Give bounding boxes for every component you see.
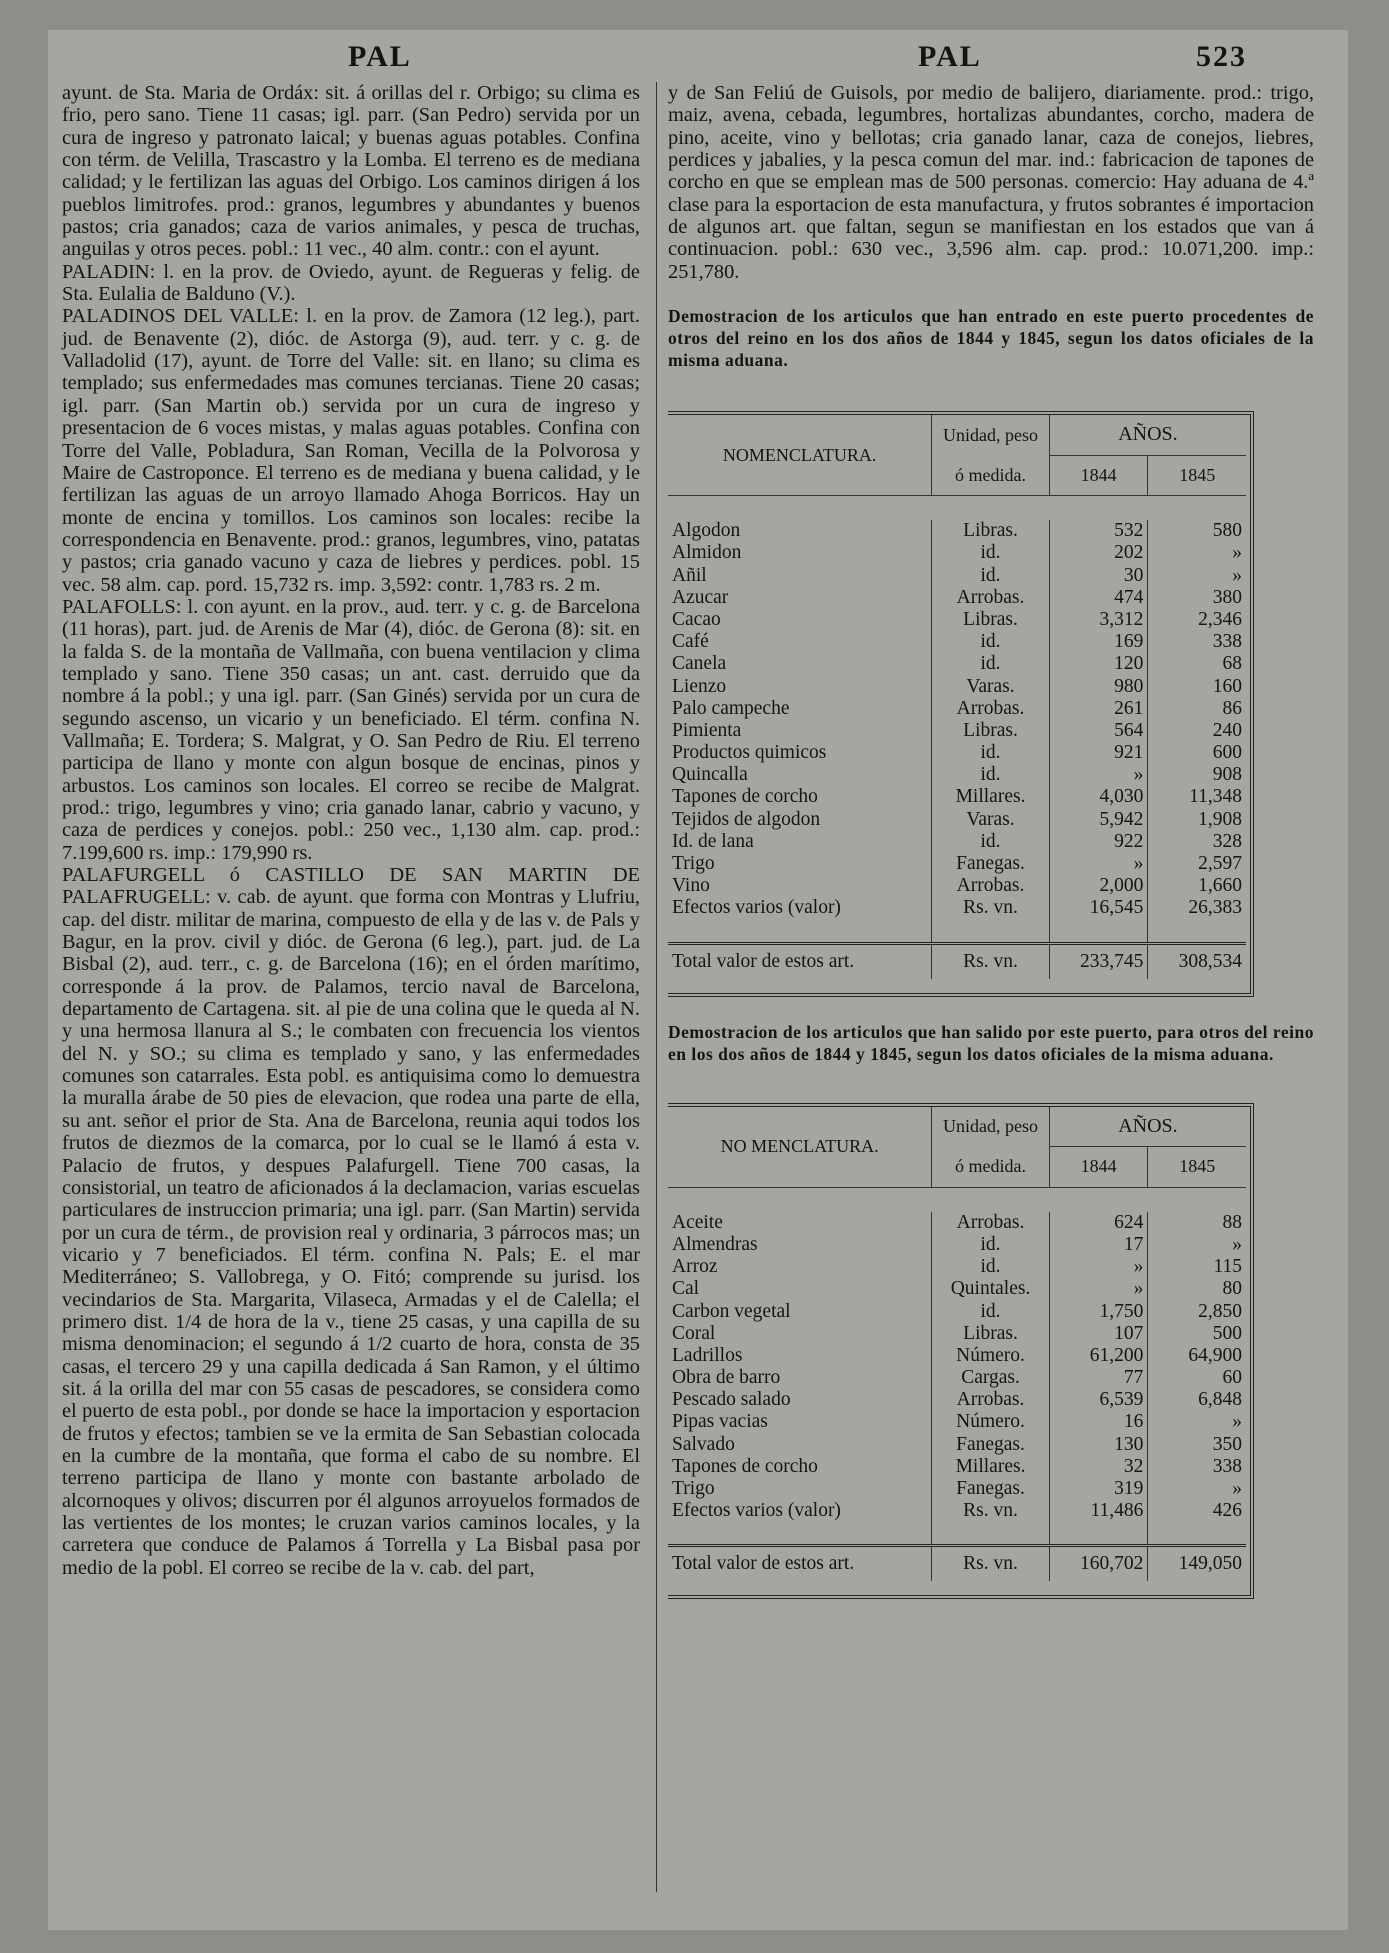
row-value-1844: » <box>1133 1256 1144 1278</box>
row-value-1844: 6,539 <box>1099 1389 1144 1411</box>
row-value-1844: 922 <box>1114 830 1144 852</box>
row-value-1844: » <box>1133 853 1144 874</box>
total-unit: Rs. vn. <box>963 1553 1018 1575</box>
row-unit: Arrobas. <box>956 1211 1025 1233</box>
imports-table-body <box>668 520 1246 993</box>
row-unit: Número. <box>956 1344 1025 1366</box>
row-value-1845: » <box>1232 1411 1242 1433</box>
row-name: Arroz <box>672 1256 718 1278</box>
column-header-name: NOMENCLATURA. <box>722 444 877 465</box>
row-value-1844: 120 <box>1114 653 1144 675</box>
table-row <box>668 675 1246 697</box>
row-name: Aceite <box>672 1211 723 1233</box>
table-row <box>668 809 1246 831</box>
row-name: Pipas vacias <box>672 1411 768 1433</box>
row-unit: Fanegas. <box>956 853 1025 874</box>
row-value-1844: 30 <box>1123 564 1144 586</box>
row-unit: Arrobas. <box>956 586 1025 608</box>
row-unit: Millares. <box>955 786 1026 808</box>
row-name: Carbon vegetal <box>672 1300 791 1322</box>
row-name: Ladrillos <box>672 1344 743 1366</box>
row-value-1844: 202 <box>1114 542 1144 564</box>
book-page <box>48 30 1348 1930</box>
exports-table <box>668 1107 1246 1596</box>
column-header-unit-sub: ó medida. <box>932 455 1050 496</box>
row-unit: Arrobas. <box>956 1389 1025 1411</box>
row-value-1844: 921 <box>1114 742 1144 764</box>
header-left: PAL <box>348 40 412 73</box>
row-unit: id. <box>980 830 1001 852</box>
row-value-1845: 2,346 <box>1198 608 1242 630</box>
row-value-1845: 11,348 <box>1189 786 1242 808</box>
row-unit: Rs. vn. <box>963 1500 1018 1522</box>
table-row <box>668 564 1246 586</box>
total-1845: 308,534 <box>1178 950 1242 972</box>
entry-paragraph: ayunt. de Sta. Maria de Ordáx: sit. á orillas del r. Orbigo; su clima es frio, pero sano. Tiene 11 casas; igl. parr. (San Pedro) servida por un cura de ingreso y patronato laical; y buenas aguas potables. Confina con térm. de Velilla, Trascastro y la Lomba. El terreno es de mediana calidad; y le fertilizan las aguas del Orbigo. Los caminos dirigen á los pueblos limitrofes. prod.: granos, legumbres y abundantes y buenos pastos; cria ganados; caza de varios animales, y pesca de truchas, anguilas y otros peces. pobl.: 11 vec., 40 alm. contr.: con el ayunt. <box>62 82 640 261</box>
row-value-1845: 60 <box>1222 1367 1242 1389</box>
row-value-1845: 500 <box>1212 1322 1242 1344</box>
table-row <box>668 853 1246 875</box>
row-value-1845: 580 <box>1212 520 1242 542</box>
row-value-1845: » <box>1232 1478 1242 1499</box>
page-number: 523 <box>1196 40 1247 73</box>
row-unit: id. <box>980 1233 1001 1255</box>
table-row <box>668 1367 1246 1389</box>
row-name: Efectos varios (valor) <box>672 1500 841 1522</box>
row-name: Efectos varios (valor) <box>672 897 841 919</box>
imports-table-frame <box>668 411 1254 997</box>
row-name: Almendras <box>672 1233 758 1255</box>
table-row <box>668 1345 1246 1367</box>
table-row <box>668 1278 1246 1300</box>
row-name: Añil <box>672 564 707 586</box>
entry-paragraph: PALAFURGELL ó CASTILLO DE SAN MARTIN DE PALAFRUGELL: v. cab. de ayunt. que forma con Montras y Llufriu, cap. del distr. militar de marina, compuesto de ella y de las v. de Pals y Bagur, en la prov. civil y dióc. de Gerona (6 leg.), part. jud. de La Bisbal (2), aud. terr., c. g. de Barcelona (16); en el órden marítimo, corresponde á la prov. de Palamos, tercio naval de Barcelona, departamento de Cartagena. sit. al pie de una colina que le queda al N. y una hermosa llanura al S.; le combaten con frecuencia los vientos del N. y SO.; su clima es templado y sano, y las enfermedades comunes son catarrales. Esta pobl. es antiquisima como lo demuestra la muralla árabe de 50 pies de elevacion, que rodea una parte de ella, su ant. señor el prior de Sta. Ana de Barcelona, reunia aqui todos los frutos de diezmos de la comarca, por lo cual se le llamó á esta v. Palacio de frutos, y despues Palafurgell. Tiene 700 casas, la consistorial, un teatro de aficionados á la declamacion, varias escuelas particulares de instruccion primaria; una igl. parr. (San Martin) servida por un cura de térm., de provision real y ordinaria, 3 párrocos mas; un vicario y 7 beneficiados. El térm. confina N. Pals; E. el mar Mediterráneo; S. Vallobrega, y O. Fitó; comprende su jurisd. los vecindarios de Sta. Margarita, Vilaseca, Armadas y el de Calella; el primero dist. 1/4 de hora de la v., tiene 25 casas, y una capilla de su misma denominacion; el segundo á 1/2 cuarto de hora, consta de 35 casas, el tercero 29 y una capilla dedicada á San Ramon, y el último sit. á la orilla del mar con 55 casas de pescadores, se considera como el puerto de esta pobl., por donde se hace la importacion y esportacion de frutos y efectos; tambien se ve la ermita de San Sebastian colocada en la cumbre de la montaña, que forma el cabo de su nombre. El terreno participa de llano y monte con bastante arbolado de alcornoques y olivos; discurren por él algunos arroyuelos formados de las vertientes de los montes; le cruzan varios caminos locales, y la carretera que conduce de Palamos á Torrella y La Bisbal pasa por medio de la pobl. El correo se recibe de la v. cab. del part, <box>62 864 640 1579</box>
table-total-row <box>668 943 1246 979</box>
row-value-1844: » <box>1133 764 1144 786</box>
row-name: Trigo <box>672 1478 715 1499</box>
row-value-1844: 5,942 <box>1099 808 1144 830</box>
row-value-1844: 624 <box>1114 1211 1144 1233</box>
row-value-1844: 130 <box>1114 1433 1144 1455</box>
row-name: Cacao <box>672 608 721 630</box>
row-name: Quincalla <box>672 764 748 786</box>
row-unit: id. <box>980 764 1001 786</box>
column-header-year-2: 1845 <box>1148 1147 1246 1188</box>
header-center: PAL <box>918 40 982 73</box>
row-value-1844: 16,545 <box>1089 897 1144 919</box>
row-unit: Arrobas. <box>956 697 1025 719</box>
row-unit: Libras. <box>963 719 1018 741</box>
table-row <box>668 1323 1246 1345</box>
row-value-1845: 350 <box>1212 1433 1242 1455</box>
exports-table-body <box>668 1212 1246 1596</box>
row-name: Tapones de corcho <box>672 786 818 808</box>
table-row <box>668 1234 1246 1256</box>
row-value-1845: 64,900 <box>1188 1344 1242 1366</box>
row-value-1845: 1,908 <box>1198 808 1242 830</box>
exports-table-frame <box>668 1103 1254 1600</box>
total-1845: 149,050 <box>1178 1553 1242 1575</box>
table-row <box>668 875 1246 897</box>
column-header-name: NO MENCLATURA. <box>720 1136 879 1157</box>
right-column <box>668 82 1314 1599</box>
row-value-1845: 2,597 <box>1198 853 1242 874</box>
table-row <box>668 542 1246 564</box>
row-name: Productos quimicos <box>672 742 827 764</box>
table-row <box>668 587 1246 609</box>
row-unit: Varas. <box>966 808 1015 830</box>
row-value-1844: 1,750 <box>1099 1300 1144 1322</box>
row-value-1844: 532 <box>1114 520 1144 542</box>
table-row <box>668 653 1246 675</box>
row-unit: id. <box>980 653 1001 675</box>
table-row <box>668 742 1246 764</box>
row-name: Obra de barro <box>672 1367 781 1389</box>
column-header-years: AÑOS. <box>1118 1114 1178 1137</box>
row-value-1845: 6,848 <box>1198 1389 1242 1411</box>
entry-paragraph: PALADINOS DEL VALLE: l. en la prov. de Zamora (12 leg.), part. jud. de Benavente (2), dióc. de Astorga (9), aud. terr. y c. g. de Valladolid (17), ayunt. de Torre del Valle: sit. en llano; su clima es templado; sus enfermedades mas comunes tercianas. Tiene 20 casas; igl. parr. (San Martin ob.) servida por un cura de ingreso y presentacion de 6 voces mistas, y malas aguas potables. Confina con Torre del Valle, Pobladura, San Roman, Vecilla de la Polvorosa y Maire de Castroponce. El terreno es de mediana y buena calidad, y le fertilizan las aguas de un arroyo llamado Ahoga Borricos. Hay un monte de encina y tomillos. Los caminos son locales: recibe la correspondencia en Benavente. prod.: granos, legumbres, vino, patatas y pastos; cria ganado vacuno y caza de liebres y perdices. pobl. 15 vec. 58 alm. cap. pord. 15,732 rs. imp. 3,592: contr. 1,783 rs. 2 m. <box>62 305 640 596</box>
row-unit: Millares. <box>955 1455 1026 1477</box>
row-unit: Número. <box>956 1411 1025 1433</box>
total-name: Total valor de estos art. <box>672 1553 855 1575</box>
row-value-1845: 160 <box>1212 675 1242 697</box>
row-name: Id. de lana <box>672 830 754 852</box>
row-value-1845: 338 <box>1212 631 1242 653</box>
row-value-1844: 3,312 <box>1099 608 1144 630</box>
table-row <box>668 609 1246 631</box>
table-total-row <box>668 1546 1246 1582</box>
row-unit: id. <box>980 631 1001 653</box>
row-unit: id. <box>980 564 1001 586</box>
table-row <box>668 831 1246 853</box>
row-name: Trigo <box>672 853 715 874</box>
row-value-1844: 169 <box>1114 631 1144 653</box>
row-unit: id. <box>980 1300 1001 1322</box>
row-value-1845: 1,660 <box>1198 875 1242 897</box>
row-value-1844: 474 <box>1114 586 1144 608</box>
row-value-1844: 61,200 <box>1089 1344 1144 1366</box>
total-1844: 233,745 <box>1080 950 1144 972</box>
column-header-year-2: 1845 <box>1148 455 1246 496</box>
row-unit: id. <box>980 542 1001 564</box>
column-header-unit-sub: ó medida. <box>932 1147 1050 1188</box>
row-name: Tapones de corcho <box>672 1455 818 1477</box>
row-name: Almidon <box>672 542 742 564</box>
left-column <box>62 82 640 1579</box>
table-row <box>668 1300 1246 1322</box>
row-value-1845: 68 <box>1222 653 1242 675</box>
entry-paragraph: PALAFOLLS: l. con ayunt. en la prov., aud. terr. y c. g. de Barcelona (11 horas), part. jud. de Arenis de Mar (4), dióc. de Gerona (8): sit. en la falda S. de la montaña de Vallmaña, con buena ventilacion y clima templado y sano. Tiene 350 casas; un ant. cast. derruido que da nombre á la pobl.; y una igl. parr. (San Ginés) servida por un cura de segundo ascenso, un vicario y un beneficiado. El térm. confina N. Vallmaña; E. Tordera; S. Malgrat, y O. San Pedro de Riu. El terreno participa de llano y monte con algun bosque de encinas, pinos y arbustos. Los caminos son locales. El correo se recibe de Malgrat. prod.: trigo, legumbres y vino; cria ganado lanar, cabrio y vacuno, y caza de perdices y conejos. pobl.: 250 vec., 1,130 alm. cap. prod.: 7.199,600 rs. imp.: 179,990 rs. <box>62 595 640 864</box>
row-value-1844: 11,486 <box>1090 1500 1144 1522</box>
table-row <box>668 1500 1246 1522</box>
row-name: Azucar <box>672 586 729 608</box>
row-value-1845: 86 <box>1222 697 1242 719</box>
row-value-1844: 32 <box>1123 1455 1144 1477</box>
table2-heading: Demostracion de los articulos que han salido por este puerto, para otros del reino en los dos años de 1844 y 1845, segun los datos oficiales de la misma aduana. <box>668 1021 1314 1064</box>
row-value-1845: 426 <box>1212 1500 1242 1522</box>
imports-table <box>668 415 1246 993</box>
table-row <box>668 1256 1246 1278</box>
row-value-1845: 88 <box>1222 1211 1242 1233</box>
row-value-1844: 77 <box>1123 1367 1144 1389</box>
column-header-year-1: 1844 <box>1049 455 1148 496</box>
row-value-1844: 564 <box>1114 719 1144 741</box>
row-value-1845: » <box>1232 564 1242 586</box>
row-unit: Libras. <box>963 608 1018 630</box>
row-unit: Libras. <box>963 520 1018 542</box>
table-row <box>668 1212 1246 1234</box>
row-value-1844: 319 <box>1114 1478 1144 1499</box>
row-unit: Varas. <box>966 675 1015 697</box>
table-row <box>668 631 1246 653</box>
row-value-1845: » <box>1232 542 1242 564</box>
row-name: Canela <box>672 653 727 675</box>
table-row <box>668 720 1246 742</box>
total-name: Total valor de estos art. <box>672 950 855 972</box>
row-value-1845: 2,850 <box>1198 1300 1242 1322</box>
row-value-1845: 328 <box>1212 830 1242 852</box>
table-row <box>668 1456 1246 1478</box>
row-unit: Rs. vn. <box>963 897 1018 919</box>
table-row <box>668 1434 1246 1456</box>
column-header-year-1: 1844 <box>1049 1147 1148 1188</box>
row-name: Vino <box>672 875 710 897</box>
entry-paragraph: PALADIN: l. en la prov. de Oviedo, ayunt. de Regueras y felig. de Sta. Eulalia de Balduno (V.). <box>62 260 640 306</box>
row-unit: Arrobas. <box>956 875 1025 897</box>
row-value-1845: 338 <box>1212 1455 1242 1477</box>
row-unit: Quintales. <box>950 1278 1031 1300</box>
row-value-1844: 980 <box>1114 675 1144 697</box>
table-row <box>668 897 1246 919</box>
row-unit: Fanegas. <box>956 1433 1025 1455</box>
row-unit: Fanegas. <box>956 1478 1025 1499</box>
row-name: Palo campeche <box>672 697 790 719</box>
row-value-1845: 26,383 <box>1188 897 1242 919</box>
row-name: Pimienta <box>672 719 742 741</box>
row-value-1844: 261 <box>1114 697 1144 719</box>
column-header-unit: Unidad, peso <box>932 415 1050 455</box>
row-unit: id. <box>980 1256 1001 1278</box>
row-value-1844: » <box>1133 1278 1144 1300</box>
total-1844: 160,702 <box>1080 1553 1144 1575</box>
row-unit: Libras. <box>963 1322 1018 1344</box>
table-row <box>668 698 1246 720</box>
table-row <box>668 764 1246 786</box>
table1-heading: Demostracion de los articulos que han entrado en este puerto procedentes de otros del reino en los dos años de 1844 y 1845, segun los datos oficiales de la misma aduana. <box>668 306 1314 371</box>
row-name: Cal <box>672 1278 700 1300</box>
row-name: Coral <box>672 1322 716 1344</box>
row-value-1845: 380 <box>1212 586 1242 608</box>
column-header-unit: Unidad, peso <box>932 1107 1050 1147</box>
row-value-1844: 107 <box>1114 1322 1144 1344</box>
total-unit: Rs. vn. <box>963 950 1018 972</box>
row-name: Tejidos de algodon <box>672 808 821 830</box>
table-row <box>668 1389 1246 1411</box>
column-header-years: AÑOS. <box>1118 423 1178 446</box>
row-value-1844: 2,000 <box>1099 875 1144 897</box>
row-name: Lienzo <box>672 675 727 697</box>
row-name: Salvado <box>672 1433 735 1455</box>
table-row <box>668 520 1246 542</box>
row-value-1845: » <box>1232 1233 1242 1255</box>
table-row <box>668 1478 1246 1500</box>
table-row <box>668 786 1246 808</box>
entry-continuation: y de San Feliú de Guisols, por medio de balijero, diariamente. prod.: trigo, maiz, avena, cebada, legumbres, hortalizas abundantes, corcho, madera de pino, aceite, vino y bellotas; cria ganado lanar, caza de conejos, liebres, perdices y jabalies, y la pesca comun del mar. ind.: fabricacion de tapones de corcho en que se emplean mas de 500 personas. comercio: Hay aduana de 4.ª clase para la esportacion de esta manufactura, y frutos sobrantes é importacion de algunos art. que faltan, segun se manifiestan en los estados que van á continuacion. pobl.: 630 vec., 3,596 alm. cap. prod.: 10.071,200. imp.: 251,780. <box>668 82 1314 283</box>
row-unit: Cargas. <box>961 1367 1020 1389</box>
row-value-1844: 4,030 <box>1099 786 1144 808</box>
row-name: Pescado salado <box>672 1389 791 1411</box>
row-value-1845: 908 <box>1212 764 1242 786</box>
row-value-1845: 600 <box>1212 742 1242 764</box>
row-name: Café <box>672 631 709 653</box>
row-value-1844: 16 <box>1123 1411 1144 1433</box>
row-unit: id. <box>980 742 1001 764</box>
row-value-1845: 115 <box>1213 1256 1242 1278</box>
table-row <box>668 1411 1246 1433</box>
row-value-1845: 240 <box>1212 719 1242 741</box>
row-name: Algodon <box>672 520 741 542</box>
column-divider <box>656 82 657 1892</box>
row-value-1845: 80 <box>1222 1278 1242 1300</box>
row-value-1844: 17 <box>1123 1233 1144 1255</box>
